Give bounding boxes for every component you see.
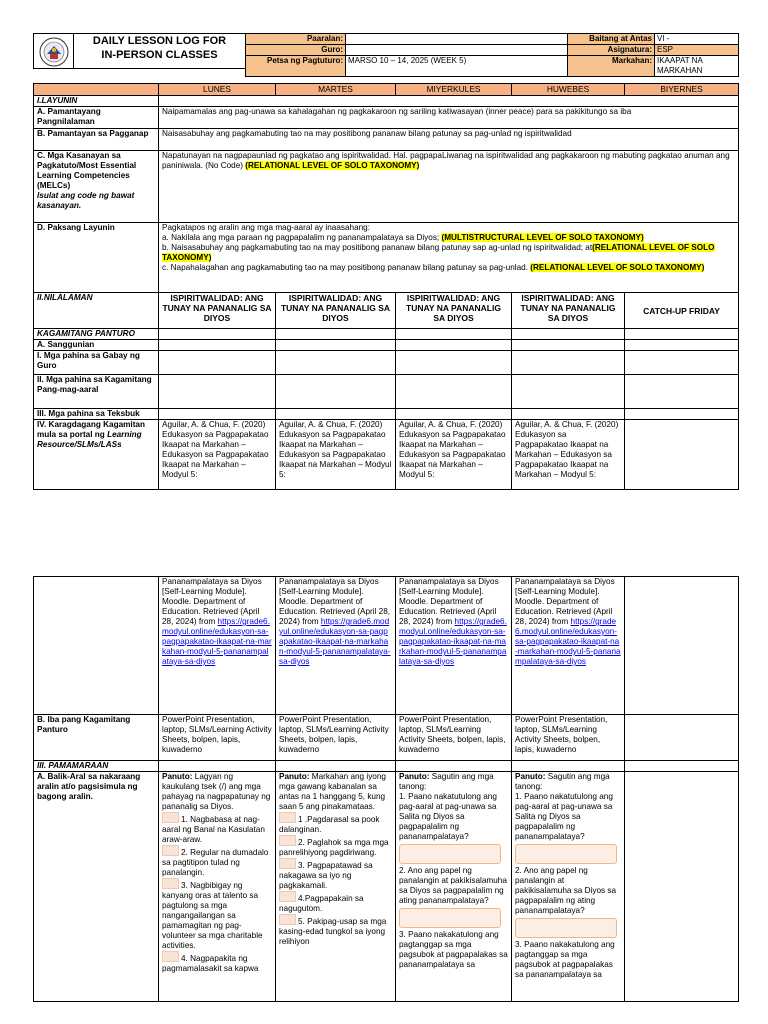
header-info-table: [245, 33, 739, 77]
ref-continued-huwebes: [512, 577, 625, 715]
nilalaman-heading: II.NILALAMAN: [34, 293, 159, 329]
rating-item[interactable]: [279, 914, 392, 947]
paksang-layunin-c: [162, 263, 735, 273]
rating-item-text: 2. Paglahok sa mga mga panrelihiyong pagdiriwang.: [279, 838, 389, 857]
checkbox-icon[interactable]: [162, 812, 179, 823]
topic-miyerkules: ISPIRITWALIDAD: ANG TUNAY NA PANANALIG SA DIYOS: [396, 293, 512, 329]
panuto-label-huwebes: Panuto:: [515, 772, 546, 781]
answer-field[interactable]: [515, 844, 617, 864]
paaralan-value[interactable]: [346, 34, 568, 45]
karagdagang-kagamitan-label: [34, 420, 159, 490]
karagdagang-kagamitan-italic: Learning Resource/SLMs/LASs: [37, 430, 142, 449]
topic-martes: ISPIRITWALIDAD: ANG TUNAY NA PANANALIG SA DIYOS: [276, 293, 396, 329]
ref-continued-label: [34, 577, 159, 715]
baitang-value[interactable]: VI -: [655, 34, 739, 45]
pang-mag-aaral-label: II. Mga pahina sa Kagamitang Pang-mag-aaral: [34, 375, 159, 409]
checklist-item[interactable]: [162, 951, 272, 974]
instruction-lunes: Lagyan ng kaukulang tsek (/) ang mga pahayag na nagpapatunay ng pananalig sa Diyos.: [162, 772, 271, 811]
document-title: [74, 33, 246, 69]
ref-text-lunes: Pananampalataya sa Diyos [Self-Learning Module]. Moodle. Department of Education. Retrieved (April 28, 2024) from: [162, 577, 262, 626]
checklist-item-text: 3. Nagbibigay ng kanyang oras at talento sa pagtulong sa mga nangangailangan sa pamamagitan ng pag-volunteer sa mga charitable activities.: [162, 881, 263, 950]
topic-lunes: ISPIRITWALIDAD: ANG TUNAY NA PANANALIG SA DIYOS: [159, 293, 276, 329]
day-header-lunes: LUNES: [159, 84, 276, 96]
pamamaraan-heading: III. PAMAMARAAN: [34, 761, 159, 772]
ref-link-martes[interactable]: https://grade6.modyul.online/edukasyon-sa-pagpapakatao-ikaapat-na-markahan-modyul-5-pananampalataya-sa-diyos: [279, 617, 391, 666]
day-header-row: [34, 84, 739, 96]
title-line-2: IN-PERSON CLASSES: [101, 49, 218, 61]
ref-continued-miyerkules: [396, 577, 512, 715]
ref-continued-biyernes: [625, 577, 739, 715]
pamantayang-pangnilalaman-label: A. Pamantayang Pangnilalaman: [34, 107, 159, 129]
checkbox-icon[interactable]: [162, 845, 179, 856]
rating-box-icon[interactable]: [279, 812, 296, 823]
rating-item[interactable]: [279, 858, 392, 891]
panuto-label-miyerkules: Panuto:: [399, 772, 430, 781]
iba-pang-kagamitan-huwebes: PowerPoint Presentation, laptop, SLMs/Learning Activity Sheets, bolpen, lapis, kuwaderno: [512, 715, 625, 761]
markahan-label: Markahan:: [568, 56, 655, 77]
paksang-layunin-c-text: c. Napahalagahan ang pagkamabuting tao na may positibong pananaw bilang patunay sa pag-unlad.: [162, 263, 528, 272]
paksang-layunin-b-highlight: (RELATIONAL LEVEL OF SOLO TAXONOMY): [162, 243, 715, 262]
rating-box-icon[interactable]: [279, 914, 296, 925]
rating-item[interactable]: [279, 891, 392, 914]
instruction-huwebes: Sagutin ang mga tanong:: [515, 772, 610, 791]
balik-aral-lunes: [159, 772, 276, 1002]
deped-seal-icon: [39, 37, 69, 67]
kasanayan-solo-highlight: (RELATIONAL LEVEL OF SOLO TAXONOMY): [245, 161, 420, 170]
checkbox-icon[interactable]: [162, 878, 179, 889]
logo-cell: [33, 33, 74, 69]
pamantayan-sa-pagganap-text: Naisasabuhay ang pagkamabuting tao na may positibong pananaw bilang patunay sa pag-unlad ng ispiritwalidad: [159, 129, 739, 151]
checklist-item-text: 2. Regular na dumadalo sa pagtitipon tulad ng panalangin.: [162, 848, 269, 877]
iba-pang-kagamitan-martes: PowerPoint Presentation, laptop, SLMs/Learning Activity Sheets, bolpen, lapis, kuwaderno: [276, 715, 396, 761]
instruction-martes: Markahan ang iyong mga gawang kabanalan sa antas na 1 hanggang 5, kung saan 5 ang pinakamataas.: [279, 772, 386, 811]
paksang-layunin-a-highlight: (MULTISTRUCTURAL LEVEL OF SOLO TAXONOMY): [441, 233, 644, 242]
checklist-item[interactable]: [162, 878, 272, 951]
reference-biyernes: [625, 420, 739, 490]
kasanayan-text: [159, 151, 739, 223]
checkbox-icon[interactable]: [162, 951, 179, 962]
day-header-blank: [34, 84, 159, 96]
day-header-huwebes: HUWEBES: [512, 84, 625, 96]
karagdagang-kagamitan-bold: IV. Karagdagang Kagamitan mula sa portal ng: [37, 420, 145, 439]
rating-item[interactable]: [279, 835, 392, 858]
iba-pang-kagamitan-miyerkules: PowerPoint Presentation, laptop, SLMs/Learning Activity Sheets, bolpen, lapis, kuwaderno: [396, 715, 512, 761]
question-text: 3. Paano nakakatulong ang pagtanggap sa mga pagsubok at pagpapalakas sa pananampalataya sa: [399, 930, 508, 969]
checklist-item-text: 1. Nagbabasa at nag-aaral ng Banal na Kasulatan araw-araw.: [162, 815, 265, 844]
ref-link-miyerkules[interactable]: https://grade6.modyul.online/edukasyon-sa-pagpapakatao-ikaapat-na-markahan-modyul-5-pananampalataya-sa-diyos: [399, 617, 507, 666]
rating-box-icon[interactable]: [279, 858, 296, 869]
checklist-item[interactable]: [162, 845, 272, 878]
balik-aral-label: A. Balik-Aral sa nakaraang aralin at/o pagsisimula ng bagong aralin.: [34, 772, 159, 1002]
paksang-layunin-text: [159, 223, 739, 293]
lesson-log-table-continued: [33, 576, 739, 1002]
topic-biyernes: CATCH-UP FRIDAY: [625, 293, 739, 329]
paksang-layunin-b: [162, 243, 735, 263]
panuto-label-lunes: Panuto:: [162, 772, 193, 781]
balik-aral-biyernes: [625, 772, 739, 1002]
lesson-log-header: [33, 33, 738, 75]
pamantayang-pangnilalaman-text: Naipamamalas ang pag-unawa sa kahalagahan ng pagkakaroon ng sariling katiwasayan (inner peace) para sa pakikitungo sa iba: [159, 107, 739, 129]
question-text: 3. Paano nakakatulong ang pagtanggap sa mga pagsubok at pagpapalakas sa pananampalataya sa: [515, 940, 615, 979]
rating-box-icon[interactable]: [279, 835, 296, 846]
ref-text-huwebes: Pananampalataya sa Diyos [Self-Learning Module]. Moodle. Department of Education. Retrieved (April 28, 2024) from: [515, 577, 615, 626]
lesson-log-table: [33, 83, 739, 490]
markahan-value[interactable]: IKAAPAT NA MARKAHAN: [655, 56, 739, 77]
rating-item-text: 1 .Pagdarasal sa pook dalanginan.: [279, 815, 380, 834]
balik-aral-huwebes: [512, 772, 625, 1002]
asignatura-label: Asignatura:: [568, 45, 655, 56]
iba-pang-kagamitan-lunes: PowerPoint Presentation, laptop, SLMs/Learning Activity Sheets, bolpen, lapis, kuwaderno: [159, 715, 276, 761]
reference-martes: Aguilar, A. & Chua, F. (2020) Edukasyon sa Pagpapakatao Ikaapat na Markahan – Edukasyon sa Pagpapakatao Ikaapat na Markahan – Modyul 5:: [276, 420, 396, 490]
checklist-item-text: 4. Nagpapakita ng pagmamalasakit sa kapwa: [162, 954, 259, 973]
guro-value[interactable]: [346, 45, 568, 56]
petsa-label: Petsa ng Pagtuturo:: [246, 56, 346, 77]
instruction-miyerkules: Sagutin ang mga tanong:: [399, 772, 494, 791]
day-header-biyernes: BIYERNES: [625, 84, 739, 96]
iba-pang-kagamitan-biyernes: [625, 715, 739, 761]
asignatura-value[interactable]: ESP: [655, 45, 739, 56]
rating-item-text: 3. Pagpapatawad sa nakagawa sa iyo ng pagkakamali.: [279, 861, 373, 890]
ref-continued-lunes: [159, 577, 276, 715]
layunin-heading: I.LAYUNIN: [34, 96, 159, 107]
title-line-1: DAILY LESSON LOG FOR: [92, 35, 227, 47]
guro-label: Guro:: [246, 45, 346, 56]
paksang-layunin-a: [162, 233, 735, 243]
answer-field[interactable]: [515, 918, 617, 938]
reference-lunes: Aguilar, A. & Chua, F. (2020) Edukasyon sa Pagpapakatao Ikaapat na Markahan – Edukasyon sa Pagpapakatao Ikaapat na Markahan – Modyul 5:: [159, 420, 276, 490]
answer-field[interactable]: [399, 908, 501, 928]
day-header-miyerkules: MIYERKULES: [396, 84, 512, 96]
question-text: 1. Paano nakatutulong ang pag-aaral at pag-unawa sa Salita ng Diyos sa pagpapalalim ng pananampalataya?: [515, 792, 613, 841]
paksang-layunin-c-highlight: (RELATIONAL LEVEL OF SOLO TAXONOMY): [530, 263, 705, 272]
paksang-layunin-label: D. Paksang Layunin: [34, 223, 159, 293]
reference-huwebes: Aguilar, A. & Chua, F. (2020) Edukasyon sa Pagpapakatao Ikaapat na Markahan – Edukasyon sa Pagpapakatao Ikaapat na Markahan – Modyul 5:: [512, 420, 625, 490]
ref-link-lunes[interactable]: https://grade6.modyul.online/edukasyon-sa-pagpapakatao-ikaapat-na-markahan-modyul-5-pananampalataya-sa-diyos: [162, 617, 272, 666]
ref-text-miyerkules: Pananampalataya sa Diyos [Self-Learning Module]. Moodle. Department of Education. Retrieved (April 28, 2024) from: [399, 577, 499, 626]
reference-miyerkules: Aguilar, A. & Chua, F. (2020) Edukasyon sa Pagpapakatao Ikaapat na Markahan – Edukasyon sa Pagpapakatao Ikaapat na Markahan – Modyul 5:: [396, 420, 512, 490]
paksang-layunin-b-text: b. Naisasabuhay ang pagkamabuting tao na may positibong pananaw bilang patunay sap ag-unlad ng ispiritwalidad; at: [162, 243, 593, 252]
paksang-layunin-intro: Pagkatapos ng aralin ang mga mag-aaral ay inaasahang:: [162, 223, 371, 232]
answer-field[interactable]: [399, 844, 501, 864]
panuto-label-martes: Panuto:: [279, 772, 310, 781]
question-text: 1. Paano nakatutulong ang pag-aaral at pag-unawa sa Salita ng Diyos sa pagpapalalim ng pananampalataya?: [399, 792, 497, 841]
rating-item-text: 5. Pakipag-usap sa mga kasing-edad tungkol sa iyong relihiyon: [279, 917, 387, 946]
paksang-layunin-a-text: a. Nakilala ang mga paraan ng pagpapalalim ng pananampalataya sa Diyos;: [162, 233, 440, 242]
topic-huwebes: ISPIRITWALIDAD: ANG TUNAY NA PANANALIG SA DIYOS: [512, 293, 625, 329]
day-header-martes: MARTES: [276, 84, 396, 96]
kasanayan-label-italic: Isulat ang code ng bawat kasanayan.: [37, 191, 135, 210]
rating-item-text: 4.Pagpapakain sa nagugutom.: [279, 894, 364, 913]
balik-aral-miyerkules: [396, 772, 512, 1002]
kasanayan-body: Napatunayan na nagpapaunlad ng pagkatao ang ispiritwalidad. Hal. pagpapaLiwanag na ispiritwalidad ang pagkakaroon ng mabuting pagkatao anuman ang paniniwala. (No Code): [162, 151, 730, 170]
kasanayan-label-text: C. Mga Kasanayan sa Pagkatuto/Most Essential Learning Competencies (MELCs): [37, 151, 137, 190]
teksbuk-label: III. Mga pahina sa Teksbuk: [34, 409, 159, 420]
question-text: 2. Ano ang papel ng panalangin at pakikisalamuha sa Diyos sa pagpapalalim ng ating pananampalataya?: [515, 866, 617, 915]
rating-item[interactable]: [279, 812, 392, 835]
paaralan-label: Paaralan:: [246, 34, 346, 45]
pamantayan-sa-pagganap-label: B. Pamantayan sa Pagganap: [34, 129, 159, 151]
layunin-blank: [159, 96, 739, 107]
iba-pang-kagamitan-label: B. Iba pang Kagamitang Panturo: [34, 715, 159, 761]
rating-box-icon[interactable]: [279, 891, 296, 902]
petsa-value[interactable]: MARSO 10 – 14, 2025 (WEEK 5): [346, 56, 568, 77]
balik-aral-martes: [276, 772, 396, 1002]
baitang-label: Baitang at Antas: [568, 34, 655, 45]
question-text: 2. Ano ang papel ng panalangin at pakikisalamuha sa Diyos sa pagpapalalim ng ating pananampalataya?: [399, 866, 507, 905]
checklist-item[interactable]: [162, 812, 272, 845]
gabay-ng-guro-label: I. Mga pahina sa Gabay ng Guro: [34, 351, 159, 375]
ref-link-huwebes[interactable]: https://grade6.modyul.online/edukasyon-sa-pagpapakatao-ikaapat-na-markahan-modyul-5-pananampalataya-sa-diyos: [515, 617, 621, 666]
sanggunian-label: A. Sanggunian: [34, 340, 159, 351]
ref-text-martes: Pananampalataya sa Diyos [Self-Learning Module]. Moodle. Department of Education. Retrieved (April 28, 2024) from: [279, 577, 391, 626]
ref-continued-martes: [276, 577, 396, 715]
kagamitang-panturo-heading: KAGAMITANG PANTURO: [34, 329, 159, 340]
kasanayan-label: [34, 151, 159, 223]
